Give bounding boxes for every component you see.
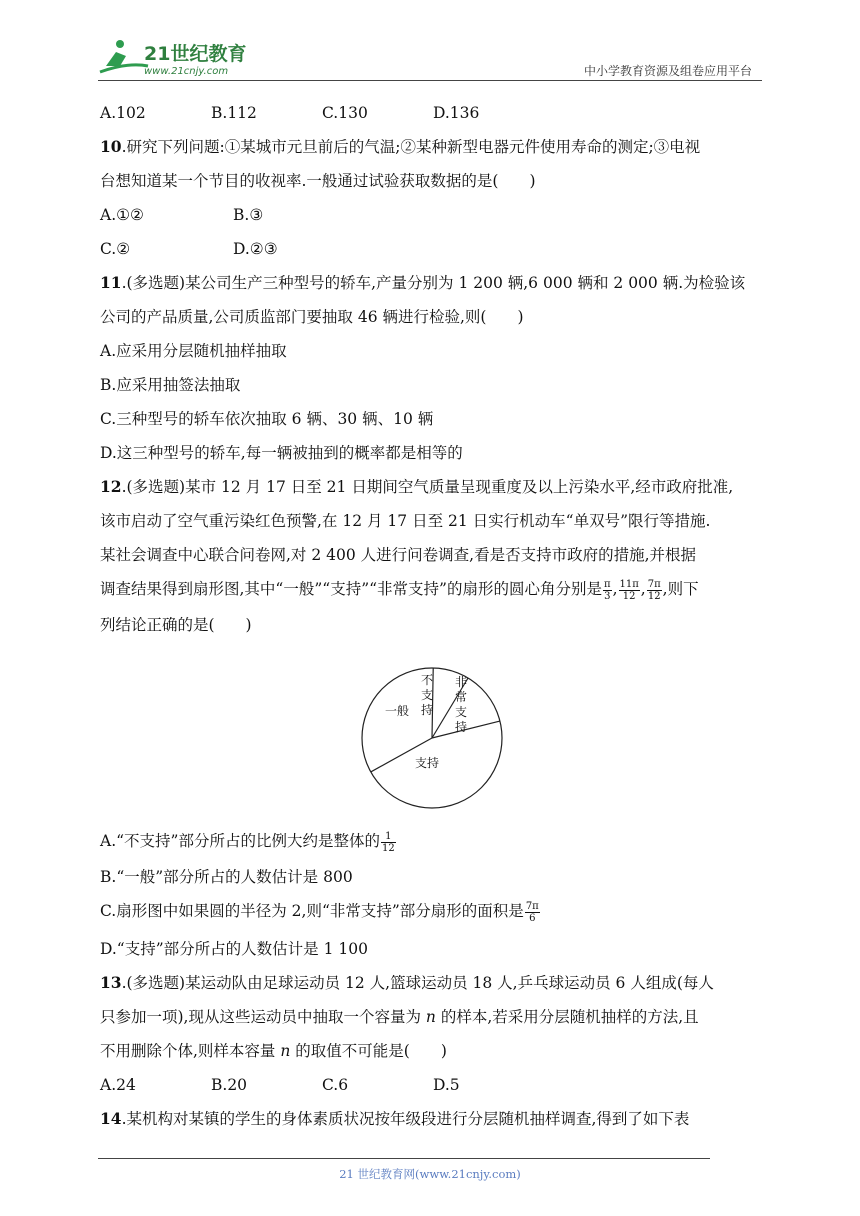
q12-option-a [100, 824, 764, 860]
q12-stem-line3: 某社会调查中心联合问卷网,对 2 400 人进行问卷调查,看是否支持市政府的措施,并根据 [100, 546, 697, 564]
angle-fraction-3: $\frac{7\pi}{12}$ [647, 578, 661, 602]
q13-text3a: 不用删除个体,则样本容量 [100, 1042, 281, 1060]
q11-stem-line2: 公司的产品质量,公司质监部门要抽取 46 辆进行检验,则( ) [100, 308, 524, 326]
q10-option-b: B.③ [233, 206, 264, 224]
footer-text: 21 世纪教育网(www.21cnjy.com) [339, 1167, 521, 1181]
q9-options [100, 96, 764, 130]
q12-text1: .(多选题)某市 12 月 17 日至 21 日期间空气质量呈现重度及以上污染水平,经市政府批准, [121, 478, 734, 496]
q11-number: 11 [100, 273, 122, 292]
q10-option-d: D.②③ [233, 240, 278, 258]
q9-option-c: C.130 [322, 104, 368, 122]
q12-text4: 调查结果得到扇形图,其中“一般”“支持”“非常支持”的扇形的圆心角分别是 [100, 580, 602, 598]
question-content [100, 96, 764, 1136]
q13-text2b: 的样本,若采用分层随机抽样的方法,且 [435, 1008, 699, 1026]
q14-text1: .某机构对某镇的学生的身体素质状况按年级段进行分层随机抽样调查,得到了如下表 [121, 1110, 690, 1128]
var-n: n [425, 1008, 436, 1026]
q12-option-c [100, 894, 764, 932]
q12-text4-end: ,则下 [662, 580, 699, 598]
option-a-fraction: $\frac{1}{12}$ [381, 830, 395, 854]
logo-text: 21世纪教育 [144, 43, 247, 65]
q9-option-a: A.102 [100, 104, 146, 122]
q10-option-c: C.② [100, 240, 131, 258]
q9-option-b: B.112 [211, 104, 257, 122]
q10-option-a: A.①② [100, 206, 144, 224]
var-n-2: n [280, 1042, 291, 1060]
q13-option-d: D.5 [433, 1076, 460, 1094]
q13-text3b: 的取值不可能是( ) [290, 1042, 447, 1060]
q12-stem-line4: 调查结果得到扇形图,其中“一般”“支持”“非常支持”的扇形的圆心角分别是 $\frac{\pi}{3}$ , $\frac{11\pi}{12}$ , $\frac{7\pi}{12}$ ,则下 [100, 578, 699, 602]
q12-option-c-text: C.扇形图中如果圆的半径为 2,则“非常支持”部分扇形的面积是 [100, 902, 524, 920]
q13-option-b: B.20 [211, 1076, 248, 1094]
header-divider [98, 80, 762, 81]
q13-stem-line2 [100, 1000, 764, 1034]
pie-chart [360, 656, 504, 820]
q13-option-a: A.24 [100, 1076, 136, 1094]
pie-label-very-support-2: 支 [454, 705, 468, 719]
q11-option-c: C.三种型号的轿车依次抽取 6 辆、30 辆、10 辆 [100, 410, 434, 428]
q10-options-row2 [100, 232, 764, 266]
q11-option-a: A.应采用分层随机抽样抽取 [100, 342, 287, 360]
pie-label-not-support-2: 持 [420, 703, 434, 717]
q13-stem-line3 [100, 1034, 764, 1068]
q12-option-d: D.“支持”部分所占的人数估计是 1 100 [100, 940, 368, 958]
q12-stem-line2: 该市启动了空气重污染红色预警,在 12 月 17 日至 21 日实行机动车“单双号”限行等措施. [100, 512, 711, 530]
pie-label-very-support-3: 持 [454, 720, 468, 734]
q11-stem-line1 [100, 266, 764, 300]
q14-number: 14 [100, 1109, 122, 1128]
logo-url: www.21cnjy.com [144, 66, 229, 77]
pie-label-general: 一般 [384, 704, 410, 718]
pie-label-not-support-0: 不 [420, 673, 434, 687]
header-platform-text: 中小学教育资源及组卷应用平台 [583, 64, 752, 78]
q12-number: 12 [100, 477, 122, 496]
footer-divider [98, 1158, 710, 1159]
q10-stem-line1 [100, 130, 764, 164]
q13-text1: .(多选题)某运动队由足球运动员 12 人,篮球运动员 18 人,乒乓球运动员 6 人组成(每人 [121, 974, 714, 992]
q11-option-b: B.应采用抽签法抽取 [100, 376, 241, 394]
q10-text1: .研究下列问题:①某城市元旦前后的气温;②某种新型电器元件使用寿命的测定;③电视 [121, 138, 701, 156]
q13-text2a: 只参加一项),现从这些运动员中抽取一个容量为 [100, 1008, 426, 1026]
q13-option-c: C.6 [322, 1076, 349, 1094]
q10-stem-line2: 台想知道某一个节目的收视率.一般通过试验获取数据的是( ) [100, 172, 536, 190]
q11-option-d: D.这三种型号的轿车,每一辆被抽到的概率都是相等的 [100, 444, 463, 462]
q9-option-d: D.136 [433, 104, 480, 122]
pie-label-very-support-1: 常 [454, 690, 468, 704]
q12-stem-line1 [100, 470, 764, 504]
pie-label-not-support-1: 支 [420, 688, 434, 702]
pie-label-very-support-0: 非 [454, 675, 468, 689]
q12-stem-line5: 列结论正确的是( ) [100, 616, 252, 634]
q10-number: 10 [100, 137, 122, 156]
q11-text1: .(多选题)某公司生产三种型号的轿车,产量分别为 1 200 辆,6 000 辆和 2 000 辆.为检验该 [121, 274, 746, 292]
q13-options [100, 1068, 764, 1102]
logo [98, 36, 258, 80]
q14-stem-line1 [100, 1102, 764, 1136]
q13-stem-line1 [100, 966, 764, 1000]
q10-options-row1 [100, 198, 764, 232]
q12-option-a-text: A.“不支持”部分所占的比例大约是整体的 [100, 832, 380, 850]
angle-fraction-2: $\frac{11\pi}{12}$ [619, 578, 639, 602]
angle-fraction-1: $\frac{\pi}{3}$ [603, 578, 611, 602]
q12-option-b: B.“一般”部分所占的人数估计是 800 [100, 868, 353, 886]
option-c-fraction: $\frac{7\pi}{6}$ [525, 900, 539, 924]
q13-number: 13 [100, 973, 122, 992]
pie-label-support: 支持 [414, 756, 440, 770]
